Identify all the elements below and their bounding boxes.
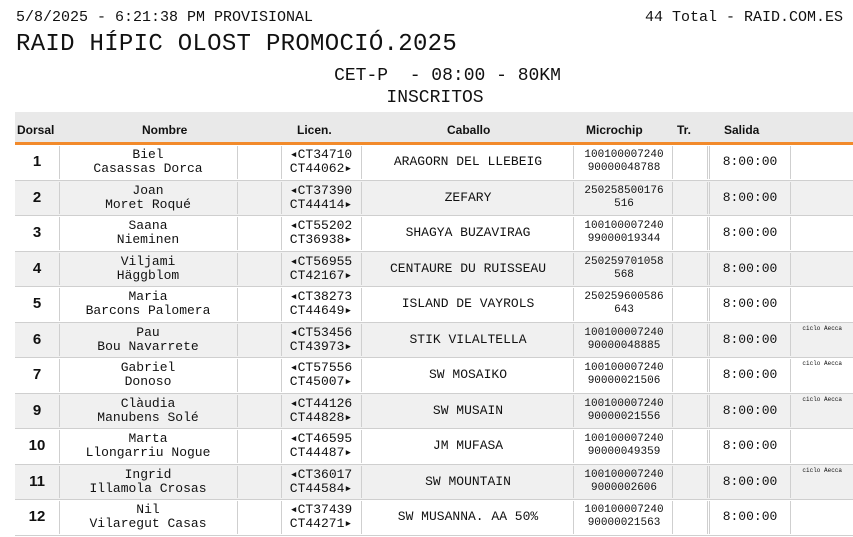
row-note (792, 394, 852, 431)
microchip (576, 429, 672, 464)
category-subtitle: CET-P - 08:00 - 80KM (334, 66, 561, 86)
entries-table (15, 145, 853, 536)
microchip-line-2: 90000048885 (587, 339, 661, 352)
column-divider (361, 359, 362, 392)
start-time: 8:00:00 (722, 402, 778, 418)
microchip-line-1: 100100007240 (584, 433, 664, 446)
column-divider (790, 395, 791, 428)
row-note (792, 358, 852, 395)
column-divider (237, 359, 238, 392)
column-divider (707, 288, 708, 321)
column-divider (672, 395, 673, 428)
table-row[interactable] (15, 287, 853, 323)
start-time: 8:00:00 (722, 296, 778, 312)
column-divider (672, 288, 673, 321)
dorsal-number: 2 (32, 188, 42, 206)
col-caballo: Caballo (447, 123, 491, 137)
column-divider (237, 430, 238, 463)
microchip-line-2: 90000021563 (587, 517, 661, 530)
license-numbers (281, 500, 361, 535)
rider-license: ◂CT53456 (289, 324, 353, 340)
microchip-line-1: 250258500176 (584, 184, 664, 197)
rider-first-name: Saana (128, 218, 168, 234)
rider-last-name: Llongarriu Nogue (85, 445, 211, 461)
rider-name (59, 323, 237, 358)
rider-first-name: Pau (136, 324, 160, 340)
row-note (792, 500, 852, 537)
microchip-line-2: 90000049359 (587, 446, 661, 459)
license-numbers (281, 358, 361, 393)
microchip-line-1: 100100007240 (584, 326, 664, 339)
rider-last-name: Moret Roqué (105, 196, 191, 212)
column-divider (237, 182, 238, 215)
column-divider (573, 146, 574, 179)
column-divider (672, 182, 673, 215)
dorsal-number: 7 (32, 366, 42, 384)
rider-license: ◂CT55202 (289, 218, 353, 234)
table-row[interactable] (15, 145, 853, 181)
row-note (792, 181, 852, 218)
microchip (576, 323, 672, 358)
rider-license: ◂CT38273 (289, 289, 353, 305)
microchip-line-2: 90000021556 (587, 410, 661, 423)
rider-license: ◂CT57556 (289, 360, 353, 376)
rider-name (59, 358, 237, 393)
start-time: 8:00:00 (722, 189, 778, 205)
microchip-line-2: 90000048788 (587, 162, 661, 175)
column-divider (790, 182, 791, 215)
microchip-line-1: 100100007240 (584, 397, 664, 410)
microchip-line-1: 100100007240 (584, 362, 664, 375)
horse-name: ZEFARY (444, 189, 492, 205)
horse-name: ARAGORN DEL LLEBEIG (393, 154, 543, 170)
start-time: 8:00:00 (722, 509, 778, 525)
rider-first-name: Gabriel (120, 360, 176, 376)
microchip-line-2: 99000019344 (587, 233, 661, 246)
row-note (792, 252, 852, 289)
table-row[interactable] (15, 465, 853, 501)
microchip-line-1: 100100007240 (584, 220, 664, 233)
license-numbers (281, 287, 361, 322)
microchip (576, 287, 672, 322)
horse-name: CENTAURE DU RUISSEAU (389, 260, 547, 276)
rider-first-name: Nil (136, 502, 160, 518)
rider-last-name: Casassas Dorca (93, 161, 203, 177)
column-divider (790, 430, 791, 463)
license-numbers (281, 216, 361, 251)
column-divider (707, 253, 708, 286)
rider-license: ◂CT56955 (289, 253, 353, 269)
column-divider (573, 430, 574, 463)
rider-first-name: Clàudia (120, 395, 176, 411)
microchip-line-1: 100100007240 (584, 149, 664, 162)
col-nombre: Nombre (142, 123, 188, 137)
column-divider (672, 146, 673, 179)
col-salida: Salida (724, 123, 760, 137)
column-divider (361, 430, 362, 463)
dorsal-number: 11 (29, 472, 45, 490)
rider-name (59, 287, 237, 322)
rider-last-name: Häggblom (116, 267, 180, 283)
row-note (792, 216, 852, 253)
table-row[interactable] (15, 429, 853, 465)
start-time: 8:00:00 (722, 473, 778, 489)
rider-first-name: Viljami (120, 253, 176, 269)
row-note (792, 145, 852, 182)
rider-last-name: Bou Navarrete (97, 338, 199, 354)
dorsal-number: 3 (32, 224, 42, 242)
microchip-line-2: 643 (614, 304, 634, 317)
start-time: 8:00:00 (722, 331, 778, 347)
col-microchip: Microchip (586, 123, 643, 137)
horse-license: CT44487▸ (289, 445, 353, 461)
rider-name (59, 394, 237, 429)
column-divider (707, 146, 708, 179)
microchip-line-1: 100100007240 (584, 504, 664, 517)
rider-license: ◂CT46595 (289, 431, 353, 447)
rider-license: ◂CT36017 (289, 466, 353, 482)
table-row[interactable] (15, 323, 853, 359)
column-divider (573, 253, 574, 286)
rider-first-name: Biel (132, 147, 164, 163)
column-divider (237, 466, 238, 499)
horse-name: SW MOSAIKO (428, 367, 507, 383)
horse-license: CT42167▸ (289, 267, 353, 283)
horse-name: ISLAND DE VAYROLS (401, 296, 535, 312)
column-divider (790, 146, 791, 179)
column-divider (790, 466, 791, 499)
column-divider (707, 182, 708, 215)
license-numbers (281, 323, 361, 358)
column-divider (790, 288, 791, 321)
column-divider (672, 359, 673, 392)
column-divider (237, 395, 238, 428)
column-divider (573, 359, 574, 392)
microchip (576, 181, 672, 216)
rider-name (59, 252, 237, 287)
column-divider (790, 253, 791, 286)
horse-name: SW MUSANNA. AA 50% (397, 509, 539, 525)
rider-last-name: Donoso (124, 374, 172, 390)
horse-license: CT44649▸ (289, 303, 353, 319)
column-divider (573, 501, 574, 534)
column-divider (573, 466, 574, 499)
column-divider (707, 324, 708, 357)
dorsal-number: 1 (32, 153, 42, 171)
microchip (576, 145, 672, 180)
row-note (792, 429, 852, 466)
rider-license: ◂CT44126 (289, 395, 353, 411)
report-timestamp: 5/8/2025 - 6:21:38 PM PROVISIONAL (16, 9, 314, 26)
col-tr: Tr. (677, 123, 692, 137)
microchip-line-1: 250259701058 (584, 255, 664, 268)
row-note (792, 287, 852, 324)
license-numbers (281, 181, 361, 216)
column-divider (672, 501, 673, 534)
license-numbers (281, 429, 361, 464)
horse-license: CT44271▸ (289, 516, 353, 532)
rider-name (59, 216, 237, 251)
start-time: 8:00:00 (722, 438, 778, 454)
column-divider (237, 324, 238, 357)
start-time: 8:00:00 (722, 260, 778, 276)
rider-last-name: Nieminen (116, 232, 180, 248)
rider-name (59, 500, 237, 535)
license-numbers (281, 465, 361, 500)
rider-last-name: Illamola Crosas (89, 480, 207, 496)
column-divider (361, 288, 362, 321)
event-title: RAID HÍPIC OLOST PROMOCIÓ.2025 (16, 31, 458, 58)
total-count: 44 Total - RAID.COM.ES (644, 9, 843, 26)
dorsal-number: 5 (32, 295, 42, 313)
column-divider (573, 324, 574, 357)
microchip (576, 465, 672, 500)
column-divider (790, 359, 791, 392)
microchip-line-1: 250259600586 (584, 291, 664, 304)
row-note (792, 465, 852, 502)
horse-license: CT44414▸ (289, 196, 353, 212)
horse-name: JM MUFASA (432, 438, 504, 454)
table-row[interactable] (15, 216, 853, 252)
license-numbers (281, 145, 361, 180)
column-divider (672, 430, 673, 463)
horse-license: CT43973▸ (289, 338, 353, 354)
horse-name: SW MUSAIN (432, 402, 504, 418)
rider-first-name: Ingrid (124, 466, 172, 482)
column-divider (707, 501, 708, 534)
column-divider (707, 466, 708, 499)
column-divider (672, 324, 673, 357)
column-divider (707, 395, 708, 428)
note-text: ciclo Aecca (802, 466, 842, 474)
horse-license: CT44062▸ (289, 161, 353, 177)
license-numbers (281, 394, 361, 429)
rider-last-name: Vilaregut Casas (89, 516, 207, 532)
table-row[interactable] (15, 252, 853, 288)
col-licen: Licen. (297, 123, 332, 137)
rider-name (59, 145, 237, 180)
rider-license: ◂CT37390 (289, 182, 353, 198)
rider-name (59, 181, 237, 216)
microchip (576, 500, 672, 535)
rider-name (59, 429, 237, 464)
start-time: 8:00:00 (722, 154, 778, 170)
column-divider (707, 217, 708, 250)
microchip-line-2: 568 (614, 268, 634, 281)
horse-license: CT36938▸ (289, 232, 353, 248)
column-divider (672, 253, 673, 286)
table-row[interactable] (15, 358, 853, 394)
column-divider (573, 288, 574, 321)
microchip-line-2: 9000002606 (590, 481, 657, 494)
column-divider (790, 217, 791, 250)
rider-first-name: Maria (128, 289, 168, 305)
dorsal-number: 10 (28, 437, 46, 455)
horse-license: CT44828▸ (289, 409, 353, 425)
horse-name: SW MOUNTAIN (425, 473, 511, 489)
column-divider (361, 253, 362, 286)
microchip-line-2: 90000021506 (587, 375, 661, 388)
rider-first-name: Marta (128, 431, 168, 447)
column-divider (361, 395, 362, 428)
note-text: ciclo Aecca (802, 395, 842, 403)
column-divider (237, 146, 238, 179)
dorsal-number: 4 (32, 259, 42, 277)
column-divider (237, 217, 238, 250)
rider-last-name: Manubens Solé (97, 409, 199, 425)
horse-license: CT45007▸ (289, 374, 353, 390)
table-header (15, 112, 853, 145)
rider-license: ◂CT34710 (289, 147, 353, 163)
column-divider (361, 217, 362, 250)
microchip (576, 394, 672, 429)
table-row[interactable] (15, 394, 853, 430)
microchip-line-2: 516 (614, 197, 634, 210)
column-divider (573, 182, 574, 215)
dorsal-number: 12 (28, 508, 46, 526)
rider-license: ◂CT37439 (289, 502, 353, 518)
column-divider (573, 395, 574, 428)
column-divider (361, 466, 362, 499)
microchip (576, 216, 672, 251)
start-time: 8:00:00 (722, 225, 778, 241)
note-text: ciclo Aecca (802, 324, 842, 332)
table-row[interactable] (15, 181, 853, 217)
column-divider (790, 324, 791, 357)
column-divider (361, 146, 362, 179)
start-time: 8:00:00 (722, 367, 778, 383)
dorsal-number: 6 (32, 330, 42, 348)
column-divider (361, 324, 362, 357)
row-note (792, 323, 852, 360)
column-divider (237, 253, 238, 286)
column-divider (237, 501, 238, 534)
license-numbers (281, 252, 361, 287)
microchip-line-1: 100100007240 (584, 468, 664, 481)
column-divider (790, 501, 791, 534)
table-row[interactable] (15, 500, 853, 536)
rider-first-name: Joan (132, 182, 164, 198)
column-divider (361, 501, 362, 534)
rider-last-name: Barcons Palomera (85, 303, 211, 319)
note-text: ciclo Aecca (802, 360, 842, 367)
column-divider (237, 288, 238, 321)
column-divider (672, 466, 673, 499)
column-divider (707, 430, 708, 463)
col-dorsal: Dorsal (17, 123, 55, 137)
dorsal-number: 9 (32, 401, 42, 419)
column-divider (707, 359, 708, 392)
horse-name: SHAGYA BUZAVIRAG (405, 225, 531, 241)
list-type-label: INSCRITOS (386, 88, 484, 108)
rider-name (59, 465, 237, 500)
column-divider (573, 217, 574, 250)
horse-license: CT44584▸ (289, 480, 353, 496)
horse-name: STIK VILALTELLA (409, 331, 527, 347)
microchip (576, 252, 672, 287)
column-divider (361, 182, 362, 215)
microchip (576, 358, 672, 393)
column-divider (672, 217, 673, 250)
